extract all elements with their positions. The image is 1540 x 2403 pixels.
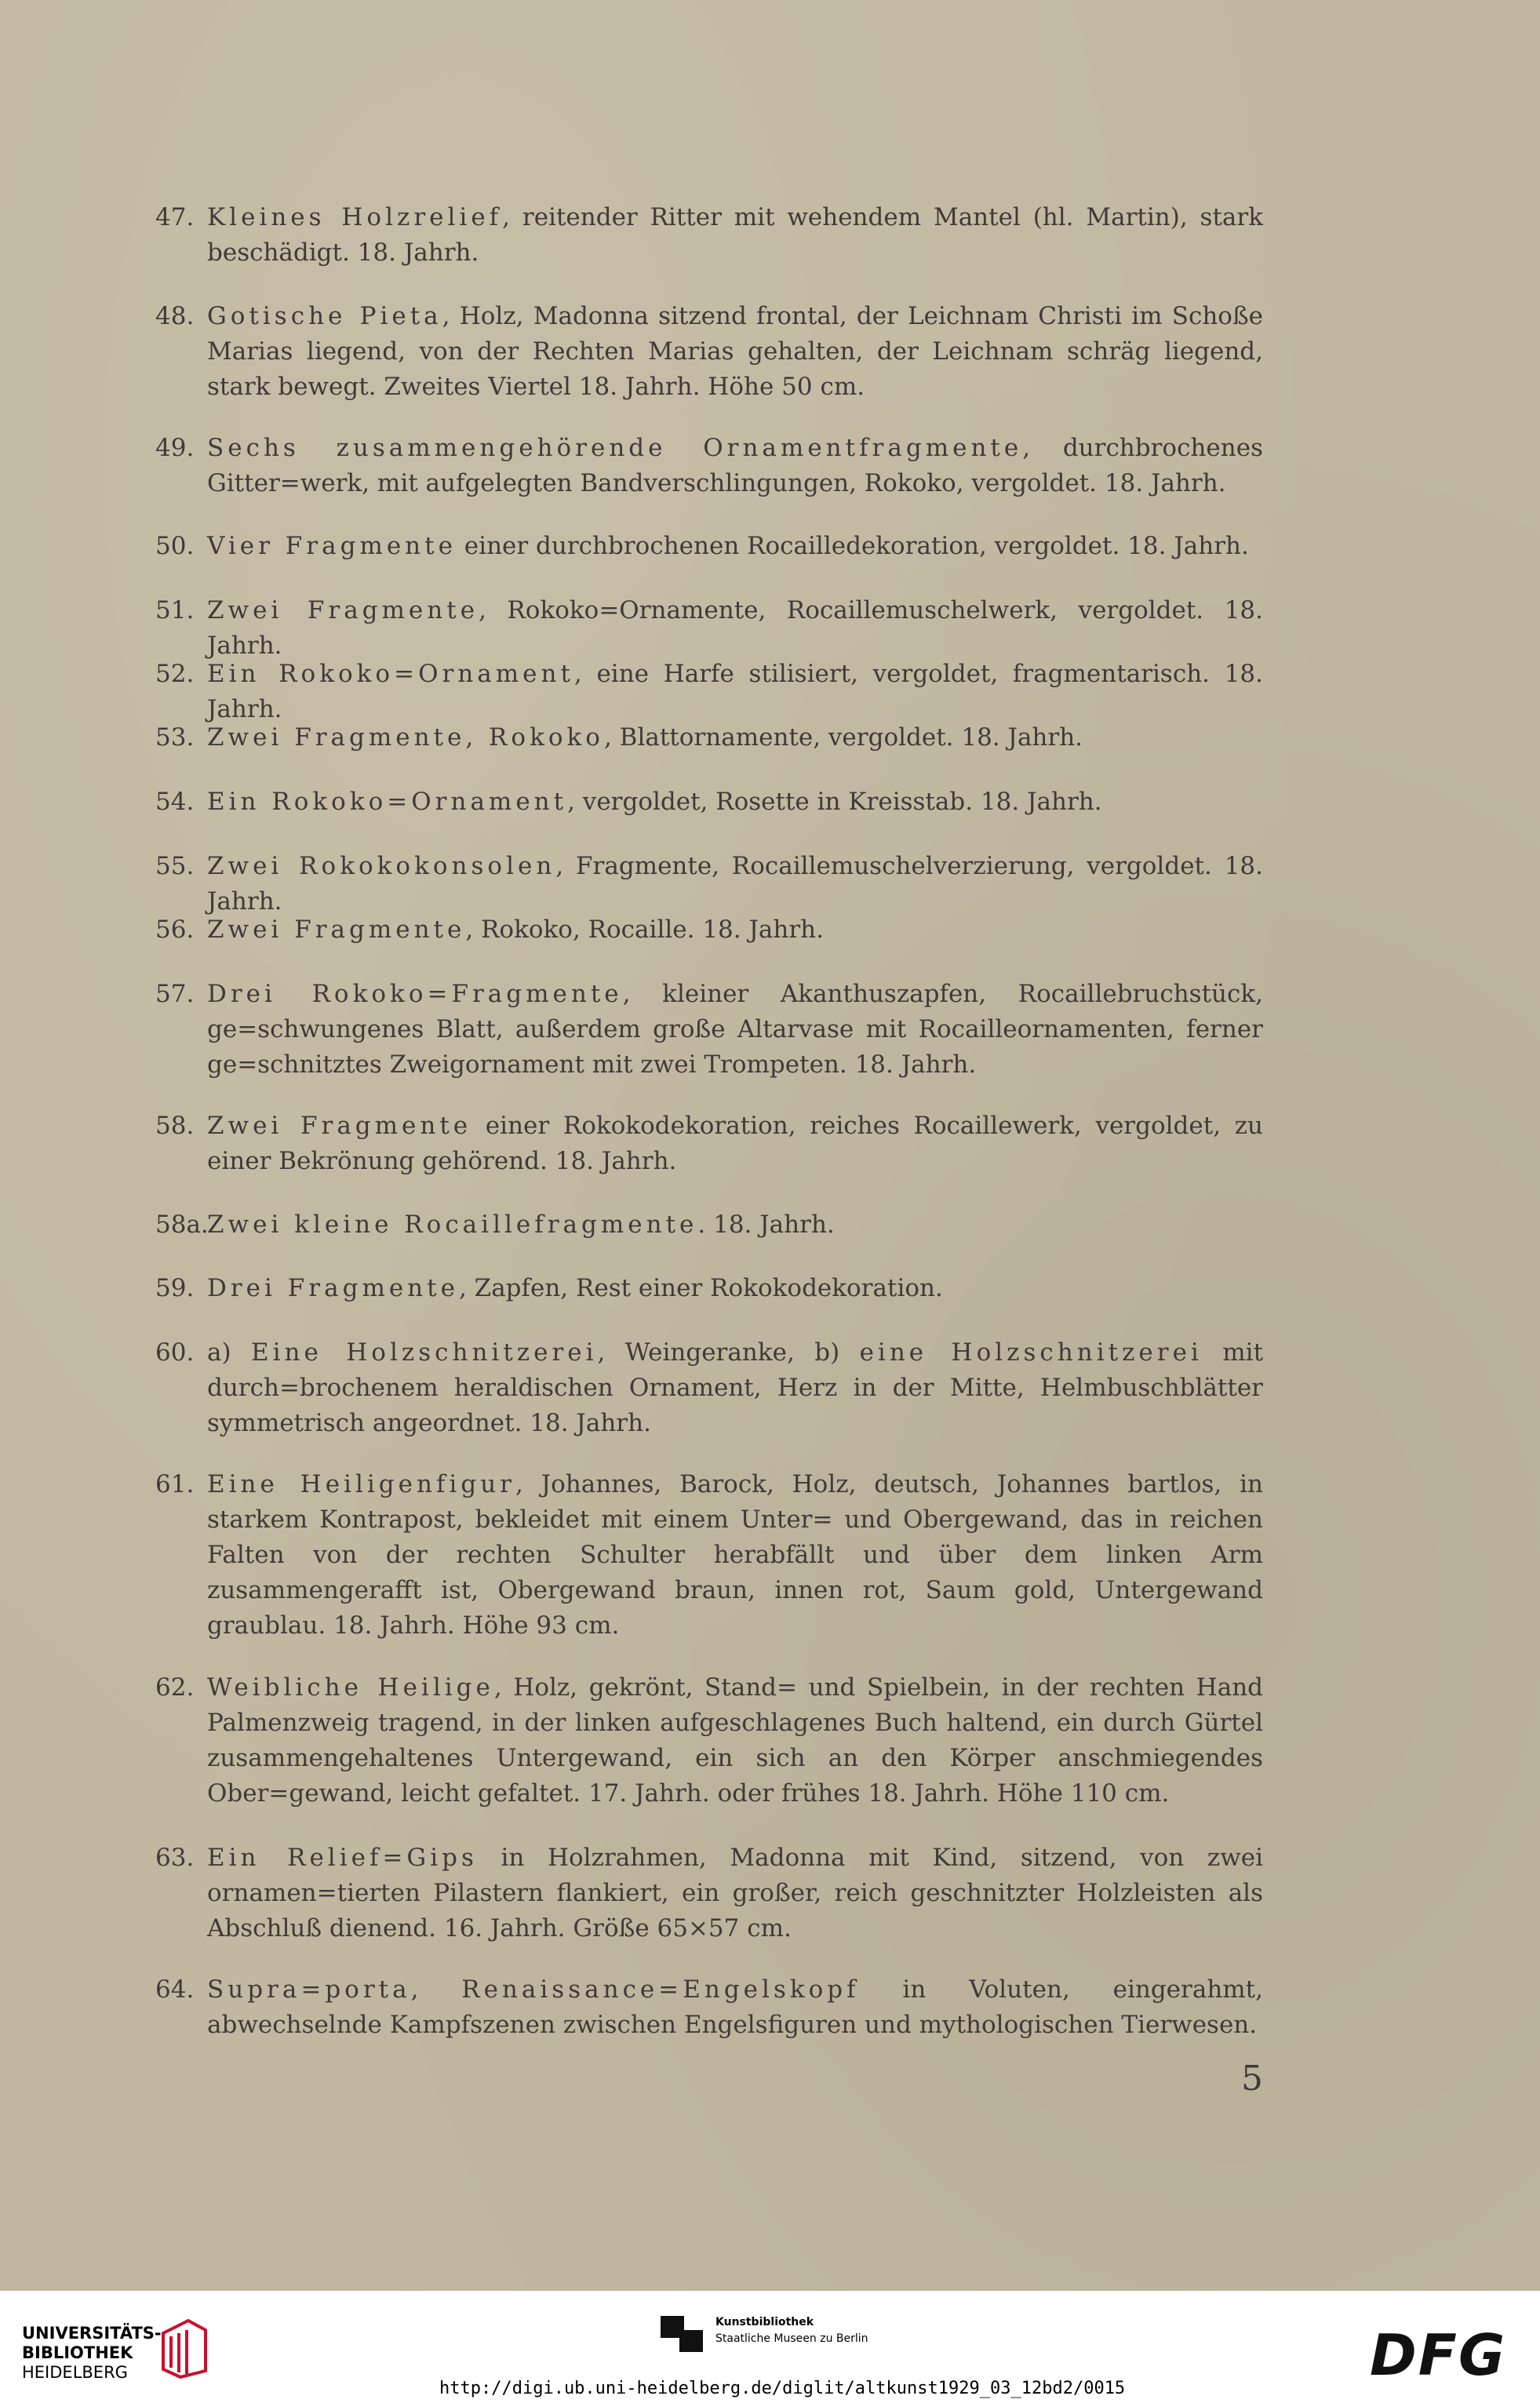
entry-text [207, 849, 1263, 919]
entry-text [207, 785, 1263, 820]
catalog-entry [155, 657, 1263, 727]
entry-description: , Holz, Madonna sitzend frontal, der Leichnam Christi im Schoße Marias liegend, von der Rechten Marias gehalten, der Leichnam schräg liegend, stark bewegt. Zweites Viertel 18. Jahrh. Höhe 50 cm. [207, 302, 1264, 401]
entry-description: in Voluten, eingerahmt, abwechselnde Kampfszenen zwischen Engelsfiguren und mythologischen Tierwesen. [207, 1975, 1263, 2039]
catalog-entry [155, 977, 1263, 1083]
entry-number: 60. [155, 1338, 195, 1367]
entry-description: , Zapfen, Rest einer Rokokodekoration. [458, 1274, 943, 1302]
entry-description: , Blattornamente, vergoldet. 18. Jahrh. [603, 723, 1083, 752]
entry-title: Zwei Fragmente [207, 596, 479, 624]
entry-title: Zwei Fragmente [207, 1112, 472, 1140]
catalog-entry [155, 849, 1263, 919]
entry-title: Gotische Pieta [207, 302, 442, 330]
library-name-line2: BIBLIOTHEK [22, 2343, 133, 2362]
entry-description: mit durch=brochenem heraldischen Ornament, Herz in der Mitte, Helmbuschblätter symmetrisch angeordnet. 18. Jahrh. [207, 1338, 1264, 1437]
entry-text [207, 977, 1263, 1083]
entry-title: Drei Fragmente [207, 1274, 459, 1302]
catalog-entry [155, 1670, 1263, 1811]
catalog-entry [155, 431, 1263, 501]
entry-number: 58. [155, 1112, 195, 1140]
footer-bar [0, 2291, 1540, 2403]
entry-text [207, 1467, 1263, 1644]
kunstbibliothek-name: Kunstbibliothek [715, 2316, 814, 2328]
entry-description: , eine Harfe stilisiert, vergoldet, fragmentarisch. 18. Jahrh. [207, 660, 1263, 723]
catalog-entry [155, 785, 1263, 820]
entry-text [207, 1840, 1263, 1946]
entry-description: , durchbrochenes Gitter=werk, mit aufgelegten Bandverschlingungen, Rokoko, vergoldet. 18. Jahrh. [207, 434, 1263, 497]
catalog-entry [155, 299, 1263, 405]
entry-description: einer Rokokodekoration, reiches Rocaillewerk, vergoldet, zu einer Bekrönung gehörend. 18. Jahrh. [207, 1112, 1263, 1175]
entry-text [207, 1972, 1263, 2043]
kunstbibliothek-subtitle: Staatliche Museen zu Berlin [715, 2332, 868, 2345]
catalog-entry [155, 1972, 1263, 2043]
entry-text [207, 1271, 1263, 1306]
entry-number: 57. [155, 980, 195, 1008]
catalog-entry [155, 1271, 1263, 1306]
entry-number: 49. [155, 434, 195, 462]
entry-text [207, 593, 1263, 664]
entry-description: in Holzrahmen, Madonna mit Kind, sitzend, von zwei ornamen=tierten Pilastern flankiert, ein großer, reich geschnitzter Holzleisten als Abschluß dienend. 16. Jahrh. Größe 65×57 cm. [207, 1844, 1263, 1942]
entry-description: , reitender Ritter mit wehendem Mantel (hl. Martin), stark beschädigt. 18. Jahrh. [207, 203, 1264, 267]
entry-description: , Rokoko, Rocaille. 18. Jahrh. [465, 916, 824, 944]
entry-text [207, 1109, 1263, 1179]
catalog-entry [155, 1109, 1263, 1179]
entry-title: Drei Rokoko=Fragmente [207, 980, 623, 1008]
entry-text [207, 431, 1263, 501]
entry-title: Zwei Rokokokonsolen [207, 852, 556, 880]
entry-text [207, 200, 1263, 271]
entry-number: 58a. [155, 1211, 209, 1239]
page-number: 5 [1241, 2059, 1263, 2099]
entry-text [207, 912, 1263, 948]
catalog-entry [155, 1467, 1263, 1644]
entry-description: , Johannes, Barock, Holz, deutsch, Johannes bartlos, in starkem Kontrapost, bekleidet mit einem Unter= und Obergewand, das in reichen Falten von der rechten Schulter herabfällt und über dem linken Arm zusammengerafft ist, Obergewand braun, innen rot, Saum gold, Untergewand graublau. 18. Jahrh. Höhe 93 cm. [207, 1470, 1263, 1640]
entry-number: 53. [155, 723, 195, 752]
catalog-entry [155, 593, 1263, 664]
entry-title: Kleines Holzrelief [207, 203, 503, 231]
entry-title: Zwei Fragmente [207, 916, 466, 944]
entry-text [207, 720, 1263, 755]
entry-description: , Rokoko=Ornamente, Rocaillemuschelwerk, vergoldet. 18. Jahrh. [207, 596, 1263, 660]
entry-description: einer durchbrochenen Rocailledekoration, vergoldet. 18. Jahrh. [456, 532, 1249, 560]
catalog-entry [155, 1335, 1263, 1441]
library-name-line1: UNIVERSITÄTS- [22, 2324, 162, 2343]
entry-number: 51. [155, 596, 195, 624]
entry-title: Zwei Fragmente, Rokoko [207, 723, 604, 752]
entry-description: , Fragmente, Rocaillemuschelverzierung, vergoldet. 18. Jahrh. [207, 852, 1264, 916]
entry-number: 64. [155, 1975, 195, 2004]
catalog-entry [155, 1840, 1263, 1946]
entry-text [207, 299, 1263, 405]
entry-number: 48. [155, 302, 195, 330]
entry-title: eine Holzschnitzerei [859, 1338, 1203, 1367]
entry-title: Sechs zusammengehörende Ornamentfragmente [207, 434, 1023, 462]
entry-number: 61. [155, 1470, 195, 1498]
entry-title: Vier Fragmente [207, 532, 457, 560]
entry-description: . 18. Jahrh. [697, 1211, 835, 1239]
entry-number: 52. [155, 660, 195, 688]
entry-title: Ein Relief=Gips [207, 1844, 478, 1872]
entry-number: 56. [155, 916, 195, 944]
entry-description: , vergoldet, Rosette in Kreisstab. 18. Jahrh. [567, 788, 1102, 816]
kunstbibliothek-logo-icon [657, 2308, 708, 2358]
entry-number: 59. [155, 1274, 195, 1302]
entry-number: 62. [155, 1673, 195, 1702]
entry-title: Supra=porta [207, 1975, 411, 2004]
entry-text [207, 529, 1263, 564]
entry-title: Zwei kleine Rocaillefragmente [207, 1211, 698, 1239]
catalog-entry [155, 529, 1263, 564]
entry-title: Eine Heiligenfigur [207, 1470, 515, 1498]
entry-number: 54. [155, 788, 195, 816]
entry-description: a) [207, 1338, 251, 1367]
catalog-entry [155, 720, 1263, 755]
entry-number: 50. [155, 532, 195, 560]
source-url-link[interactable]: http://digi.ub.uni-heidelberg.de/diglit/altkunst1929_03_12bd2/0015 [439, 2379, 1126, 2398]
kunstbibliothek-text[interactable] [715, 2314, 868, 2347]
heidelberg-library-icon [157, 2316, 212, 2379]
entry-number: 63. [155, 1844, 195, 1872]
entry-text [207, 1670, 1263, 1811]
catalog-entry [155, 912, 1263, 948]
heidelberg-library-logo-text[interactable] [22, 2324, 162, 2383]
entry-title: Eine Holzschnitzerei [251, 1338, 598, 1367]
entry-title: Ein Rokoko=Ornament [207, 660, 574, 688]
entry-title: Ein Rokoko=Ornament [207, 788, 568, 816]
dfg-logo[interactable]: DFG [1370, 2322, 1507, 2388]
entry-description: , Holz, gekrönt, Stand= und Spielbein, in der rechten Hand Palmenzweig tragend, in der linken aufgeschlagenes Buch haltend, ein durch Gürtel zusammengehaltenes Untergewand, ein sich an den Körper anschmiegendes Ober=gewand, leicht gefaltet. 17. Jahrh. oder frühes 18. Jahrh. Höhe 110 cm. [207, 1673, 1264, 1808]
entry-title: Renaissance=Engelskopf [461, 1975, 860, 2004]
entry-description: , kleiner Akanthuszapfen, Rocaillebruchstück, ge=schwungenes Blatt, außerdem große Altarvase mit Rocailleornamenten, ferner ge=schnitztes Zweigornament mit zwei Trompeten. 18. Jahrh. [207, 980, 1263, 1079]
entry-text [207, 1207, 1263, 1243]
entry-text [207, 657, 1263, 727]
library-name-line3: HEIDELBERG [22, 2363, 128, 2382]
entry-text [207, 1335, 1263, 1441]
entry-number: 47. [155, 203, 195, 231]
entry-number: 55. [155, 852, 195, 880]
catalog-entry [155, 1207, 1263, 1243]
entry-title: Weibliche Heilige [207, 1673, 494, 1702]
catalog-entry [155, 200, 1263, 271]
entry-description: , Weingeranke, b) [597, 1338, 860, 1367]
entry-description: , [410, 1975, 462, 2004]
